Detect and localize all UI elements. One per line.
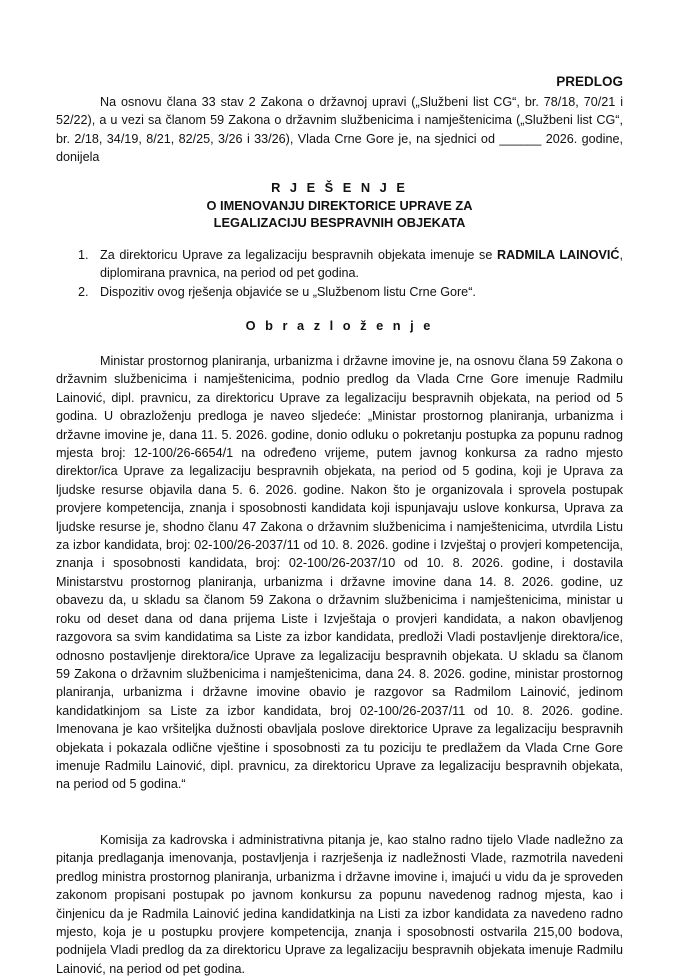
document-subtitle-line1: O IMENOVANJU DIREKTORICE UPRAVE ZA: [206, 198, 473, 213]
list-item: [78, 246, 623, 283]
document-subtitle-line2: LEGALIZACIJU BESPRAVNIH OBJEKATA: [213, 215, 466, 230]
predlog-label: PREDLOG: [556, 74, 623, 89]
list-item: [78, 283, 623, 301]
obrazlozenje-heading: O b r a z l o ž e n j e: [245, 318, 434, 333]
list-item-text: Dispozitiv ovog rješenja objaviće se u „Službenom listu Crne Gore“.: [100, 284, 476, 299]
list-item-number: 2.: [78, 284, 89, 299]
decision-list: [78, 246, 623, 301]
document-title: R J E Š E N J E: [271, 180, 408, 195]
list-item-text-part: , diplomirana pravnica, na period od pet godina.: [100, 248, 623, 281]
list-item-text: [100, 246, 623, 283]
obrazlozenje-paragraph-1: Ministar prostornog planiranja, urbanizma i državne imovine je, na osnovu člana 59 Zakona o državnim službenicima i namještenicima, podnio predlog da Vlada Crne Gore imenuje Radmilu Lainović, dipl. pravnicu, za direktoricu Uprave za legalizaciju bespravnih objekata, na period od 5 godina. U obrazloženju predloga je naveo sljedeće: „Ministar prostornog planiranja, urbanizma i državne imovine je, dana 11. 5. 2026. godine, donio odluku o pokretanju postupka za popunu radnog mjesta broj: 12-100/26-6654/1 na određeno vrijeme, putem javnog konkursa za radno mjesto direktor/ica Uprave za legalizaciju bespravnih objekata, na period od 5 godina, koji je Uprava za ljudske resurse objavila dana 5. 6. 2026. godine. Nakon što je organizovala i sprovela postupak provjere kompetencija, znanja i sposobnosti kandidata koji ispunjavaju uslove konkursa, Uprava za ljudske resurse je, shodno članu 47 Zakona o državnim službenicima i namještenicima, utvrdila Listu za izbor kandidata, broj: 02-100/26-2037/11 od 10. 8. 2026. godine i Izvještaj o provjeri kompetencija, znanja i sposobnosti kandidata, broj: 02-100/26-2037/10 od 10. 8. 2026. godine, i dostavila Ministarstvu prostornog planiranja, urbanizma i državne imovine dana 14. 8. 2026. godine, uz obavezu da, u skladu sa članom 59 Zakona o državnim službenicima i namještenicima, ministar u roku od deset dana od dana prijema Liste i Izvještaja o provjeri kandidata, a nakon obavljenog razgovora sa svim kandidatima sa Liste za izbor kandidata, predloži Vladi postavljenje direktora/ice, odnosno postavljenje direktora/ice Uprave za legalizaciju bespravnih objekata. U skladu sa članom 59 Zakona o državnim službenicima i namještenicima, dana 24. 8. 2026. godine, ministar prostornog planiranja, urbanizma i državne imovine obavio je razgovor sa Radmilom Lainović, jedinom kandidatkinjom sa Liste za izbor kandidata, broj 02-100/26-2037/11 od 10. 8. 2026. godine. Imenovana je kao vršiteljka dužnosti obavljala poslove direktorice Uprave za legalizaciju bespravnih objekata i pokazala odlične vještine i sposobnosti za tu poziciju te predlažem da Vlada Crne Gore imenuje Radmilu Lainović, dipl. pravnicu, za direktoricu Uprave za legalizaciju bespravnih objekata, na period od 5 godina.“: [56, 354, 623, 792]
appointee-name: RADMILA LAINOVIĆ: [497, 248, 620, 262]
list-item-text-part: Za direktoricu Uprave za legalizaciju bespravnih objekata imenuje se: [100, 248, 498, 262]
intro-paragraph: Na osnovu člana 33 stav 2 Zakona o državnoj upravi („Službeni list CG“, br. 78/18, 70/21 i 52/22), a u vezi sa članom 59 Zakona o državnim službenicima i namještenicima („Službeni list CG“, br. 2/18, 34/19, 8/21, 82/25, 3/26 i 33/26), Vlada Crne Gore je, na sjednici od ______ 2026. godine, donijela: [56, 95, 623, 165]
list-item-number: 1.: [78, 248, 89, 262]
obrazlozenje-paragraph-2: Komisija za kadrovska i administrativna pitanja je, kao stalno radno tijelo Vlade nadležno za pitanja predlaganja imenovanja, postavljenja i razrješenja iz nadležnosti Vlade, razmotrila navedeni predlog ministra prostornog planiranja, urbanizma i državne imovine i, imajući u vidu da je sproveden zakonom propisani postupak po javnom konkursu za popunu navedenog radnog mjesta, kao i činjenicu da je Radmila Lainović jedina kandidatkinja na Listi za izbor kandidata za navedeno radno mjesto, koja je u postupku provjere kompetencija, znanja i sposobnosti ostvarila 215,00 bodova, podnijela Vladi predlog da za direktoricu Uprave za legalizaciju bespravnih objekata imenuje Radmilu Lainović, na period od pet godina.: [56, 833, 623, 976]
